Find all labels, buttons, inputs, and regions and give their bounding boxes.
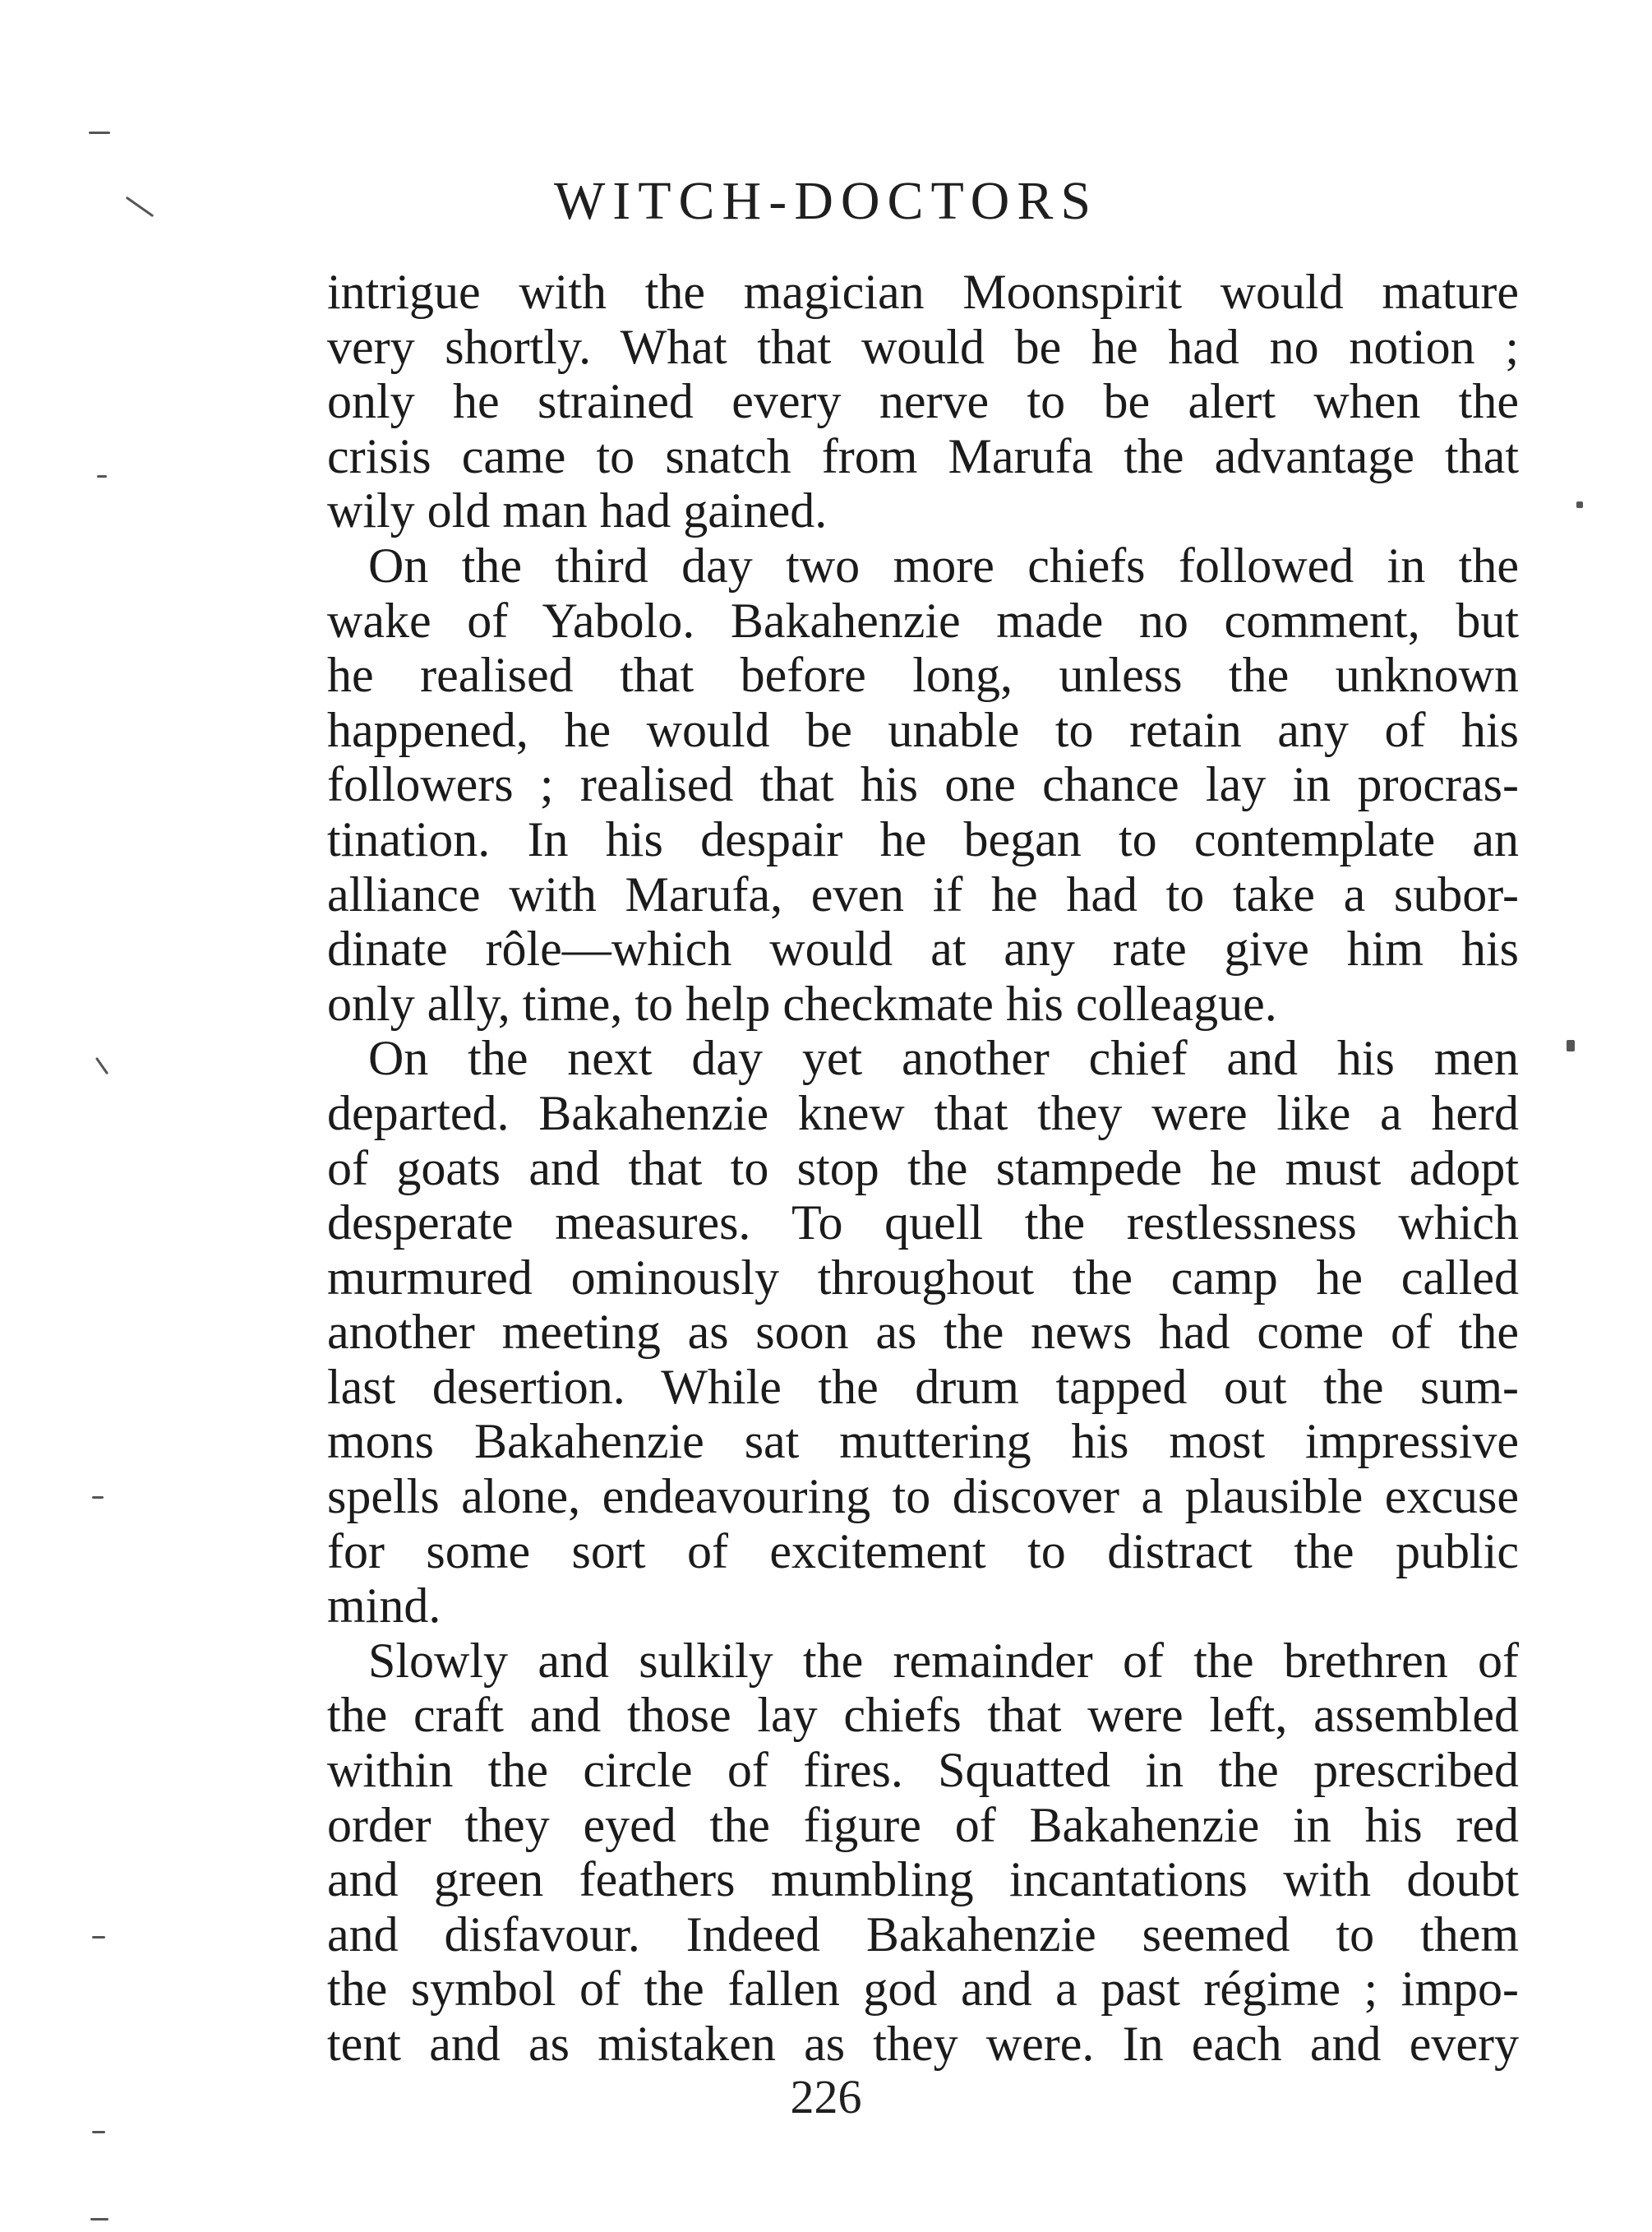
text-line: only ally, time, to help checkmate his colleague. bbox=[327, 976, 1277, 1031]
scan-mark bbox=[97, 475, 107, 478]
text-line: another meeting as soon as the news had come of the bbox=[327, 1305, 1519, 1360]
scan-mark bbox=[95, 1057, 108, 1074]
text-line: murmured ominously throughout the camp he called bbox=[327, 1250, 1519, 1305]
text-line: crisis came to snatch from Marufa the advantage that bbox=[327, 428, 1519, 483]
text-line: wily old man had gained. bbox=[327, 483, 828, 538]
scan-mark bbox=[89, 132, 110, 134]
scan-mark bbox=[1576, 501, 1583, 508]
scan-mark bbox=[1567, 1040, 1575, 1051]
scan-mark bbox=[92, 1496, 104, 1499]
text-line: he realised that before long, unless the unknown bbox=[327, 648, 1519, 703]
text-line: spells alone, endeavouring to discover a plausible excuse bbox=[327, 1469, 1519, 1524]
text-line: the symbol of the fallen god and a past régime ; impo- bbox=[327, 1962, 1519, 2017]
text-line: mons Bakahenzie sat muttering his most impressive bbox=[327, 1414, 1519, 1469]
text-line: On the next day yet another chief and his men bbox=[368, 1031, 1519, 1086]
text-line: and green feathers mumbling incantations with doubt bbox=[327, 1852, 1519, 1907]
text-line: alliance with Marufa, even if he had to take a subor- bbox=[327, 866, 1519, 922]
text-line: the craft and those lay chiefs that were left, assembled bbox=[327, 1688, 1519, 1743]
running-head: WITCH-DOCTORS bbox=[553, 171, 1099, 231]
text-line: for some sort of excitement to distract the public bbox=[327, 1523, 1519, 1578]
text-line: wake of Yabolo. Bakahenzie made no comment, but bbox=[327, 593, 1519, 648]
scan-mark bbox=[90, 2218, 108, 2220]
scan-mark bbox=[92, 1936, 105, 1939]
text-line: tination. In his despair he began to contemplate an bbox=[327, 811, 1519, 866]
text-line: last desertion. While the drum tapped out the sum- bbox=[327, 1359, 1519, 1414]
text-line: desperate measures. To quell the restlessness which bbox=[327, 1195, 1519, 1250]
text-line: happened, he would be unable to retain any of his bbox=[327, 702, 1519, 757]
text-line: departed. Bakahenzie knew that they were like a herd bbox=[327, 1085, 1519, 1140]
text-line: Slowly and sulkily the remainder of the brethren of bbox=[368, 1633, 1519, 1688]
text-line: order they eyed the figure of Bakahenzie in his red bbox=[327, 1797, 1519, 1852]
text-line: only he strained every nerve to be alert when the bbox=[327, 374, 1519, 429]
text-line: On the third day two more chiefs followed in the bbox=[368, 538, 1519, 593]
text-line: tent and as mistaken as they were. In each and every bbox=[327, 2017, 1519, 2071]
text-line: mind. bbox=[327, 1578, 441, 1634]
text-line: and disfavour. Indeed Bakahenzie seemed to them bbox=[327, 1906, 1519, 1962]
body-text bbox=[327, 265, 1519, 2072]
text-line: within the circle of fires. Squatted in the prescribed bbox=[327, 1743, 1519, 1798]
text-line: very shortly. What that would be he had no notion ; bbox=[327, 319, 1519, 374]
text-line: of goats and that to stop the stampede he must adopt bbox=[327, 1140, 1519, 1195]
scan-mark bbox=[92, 2131, 105, 2133]
page-number: 226 bbox=[790, 2070, 862, 2123]
text-line: followers ; realised that his one chance lay in procras- bbox=[327, 757, 1519, 812]
text-line: dinate rôle—which would at any rate give him his bbox=[327, 922, 1519, 977]
text-line: intrigue with the magician Moonspirit would mature bbox=[327, 265, 1519, 319]
